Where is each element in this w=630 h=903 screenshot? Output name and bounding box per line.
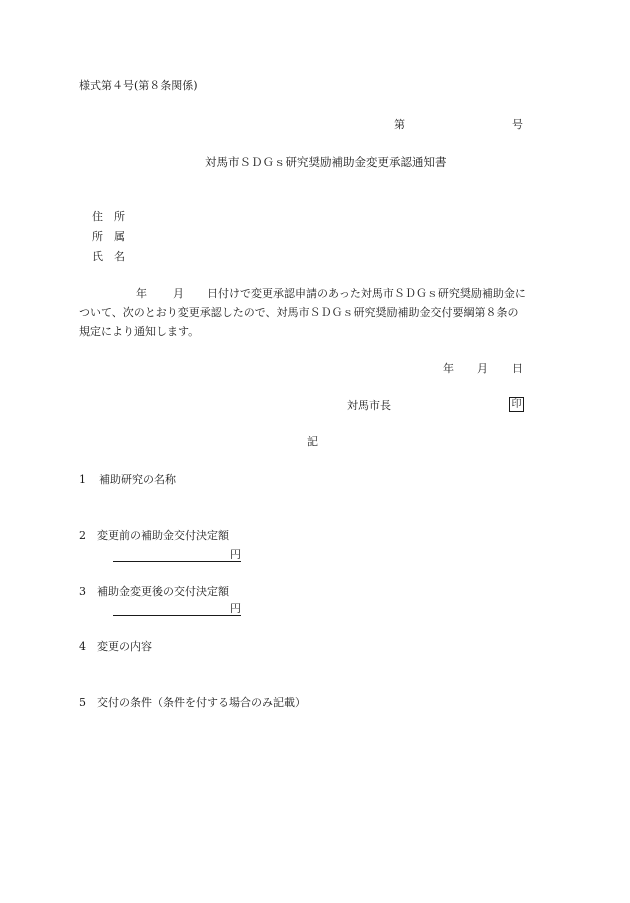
- item-3-number: 3: [79, 585, 86, 598]
- item-1-number: 1: [79, 473, 86, 486]
- item-2-amount-field[interactable]: [113, 547, 241, 562]
- recipient-affiliation-label: 所 属: [92, 230, 125, 243]
- recipient-address-label: 住 所: [92, 210, 125, 223]
- recipient-name-label: 氏 名: [92, 250, 125, 263]
- issuer-title: 対馬市長: [347, 399, 391, 412]
- item-3-amount-field[interactable]: [113, 601, 241, 616]
- number-suffix: 号: [512, 118, 523, 131]
- item-5-label: 交付の条件（条件を付する場合のみ記載）: [97, 696, 306, 709]
- note-header: 記: [307, 435, 318, 448]
- item-1-label: 補助研究の名称: [99, 473, 176, 486]
- body-line-1: 日付けで変更承認申請のあった対馬市ＳＤＧｓ研究奨励補助金に: [207, 287, 526, 300]
- document-title: 対馬市ＳＤＧｓ研究奨励補助金変更承認通知書: [205, 155, 447, 169]
- item-3-label: 補助金変更後の交付決定額: [97, 585, 229, 598]
- item-2-label: 変更前の補助金交付決定額: [97, 529, 229, 542]
- item-2-number: 2: [79, 529, 86, 542]
- item-3-unit: 円: [230, 602, 241, 615]
- item-4-label: 変更の内容: [97, 640, 152, 653]
- date-day: 日: [512, 362, 523, 375]
- body-month: 月: [173, 287, 184, 300]
- date-year: 年: [443, 362, 454, 375]
- form-label: 様式第４号(第８条関係): [79, 79, 198, 92]
- seal-mark: 印: [509, 397, 524, 412]
- date-month: 月: [477, 362, 488, 375]
- item-5-number: 5: [79, 696, 86, 709]
- item-2-unit: 円: [230, 548, 241, 561]
- item-4-number: 4: [79, 640, 86, 653]
- body-line-3: 規定により通知します。: [79, 325, 200, 338]
- number-prefix: 第: [394, 118, 405, 131]
- body-line-2: ついて、次のとおり変更承認したので、対馬市ＳＤＧｓ研究奨励補助金交付要綱第８条の: [79, 306, 519, 319]
- body-year: 年: [136, 287, 147, 300]
